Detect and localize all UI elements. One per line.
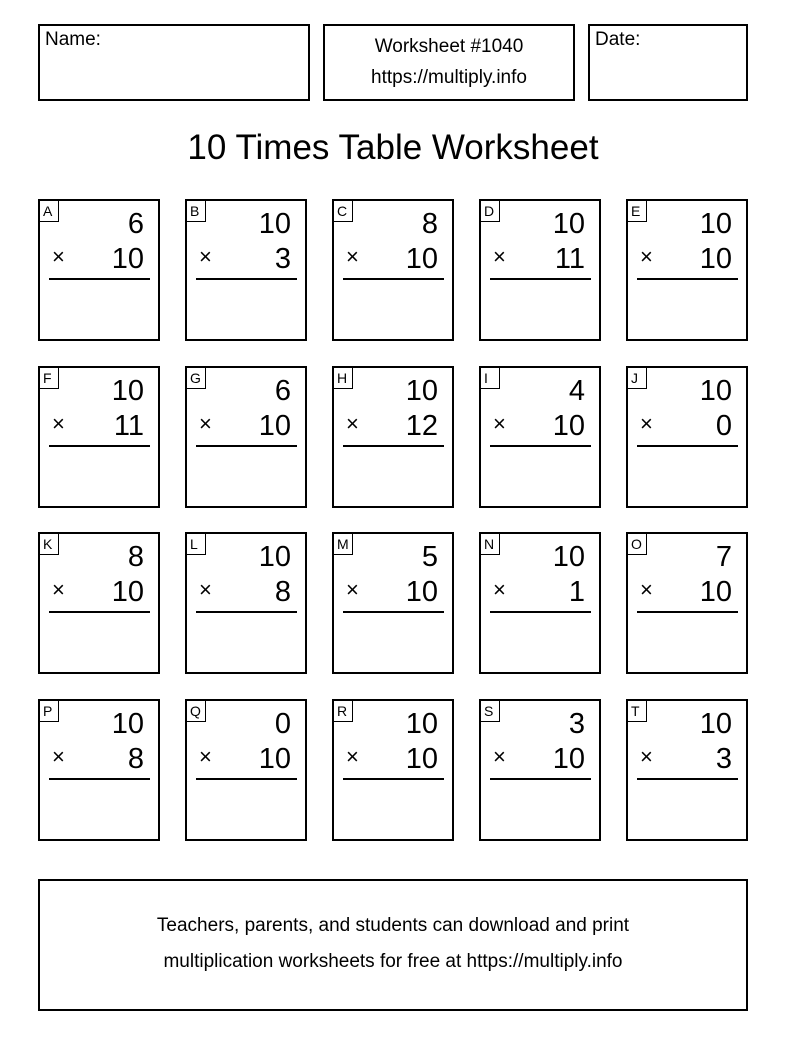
- problem-top-number: 10: [699, 208, 732, 240]
- multiply-sign: ×: [346, 744, 359, 769]
- problem-top-number: 0: [274, 708, 291, 740]
- answer-line: [490, 778, 591, 780]
- problem-top-number: 8: [421, 208, 438, 240]
- multiply-sign: ×: [52, 577, 65, 602]
- problem-letter: N: [481, 534, 500, 555]
- problem-letter: G: [187, 368, 206, 389]
- problem-card[interactable]: [626, 532, 748, 674]
- problem-letter: Q: [187, 701, 206, 722]
- footer-box: [38, 879, 748, 1011]
- worksheet-url: https://multiply.info: [371, 67, 527, 88]
- problem-card[interactable]: [626, 366, 748, 508]
- problem-bottom-number: 8: [127, 743, 144, 775]
- answer-line: [637, 445, 738, 447]
- problem-bottom-number: 10: [111, 576, 144, 608]
- problem-letter: K: [40, 534, 59, 555]
- problem-card[interactable]: [185, 532, 307, 674]
- problem-top-number: 10: [552, 208, 585, 240]
- problem-letter: P: [40, 701, 59, 722]
- problem-top-number: 6: [127, 208, 144, 240]
- problem-card[interactable]: [185, 366, 307, 508]
- problem-letter: L: [187, 534, 206, 555]
- problem-letter: I: [481, 368, 500, 389]
- footer-text-line-2: multiplication worksheets for free at https://multiply.info: [163, 951, 623, 972]
- problem-bottom-number: 11: [554, 243, 585, 275]
- multiply-sign: ×: [52, 744, 65, 769]
- worksheet-number: Worksheet #1040: [374, 36, 524, 57]
- problem-top-number: 10: [405, 708, 438, 740]
- problem-bottom-number: 10: [258, 410, 291, 442]
- problem-letter: J: [628, 368, 647, 389]
- multiply-sign: ×: [346, 577, 359, 602]
- problem-card[interactable]: [185, 699, 307, 841]
- multiply-sign: ×: [493, 744, 506, 769]
- answer-line: [49, 611, 150, 613]
- problem-card[interactable]: [626, 199, 748, 341]
- problem-bottom-number: 10: [552, 743, 585, 775]
- problem-card[interactable]: [332, 532, 454, 674]
- problem-bottom-number: 0: [715, 410, 732, 442]
- problem-bottom-number: 10: [699, 576, 732, 608]
- page-title: 10 Times Table Worksheet: [187, 128, 599, 167]
- problem-card[interactable]: [479, 366, 601, 508]
- multiply-sign: ×: [493, 411, 506, 436]
- problem-bottom-number: 10: [405, 743, 438, 775]
- problem-top-number: 10: [699, 708, 732, 740]
- problem-top-number: 8: [127, 541, 144, 573]
- problem-letter: F: [40, 368, 59, 389]
- multiply-sign: ×: [199, 744, 212, 769]
- problem-top-number: 10: [552, 541, 585, 573]
- answer-line: [343, 611, 444, 613]
- problem-bottom-number: 1: [568, 576, 585, 608]
- answer-line: [637, 778, 738, 780]
- problem-bottom-number: 8: [274, 576, 291, 608]
- problem-bottom-number: 3: [274, 243, 291, 275]
- problem-letter: T: [628, 701, 647, 722]
- problem-top-number: 10: [111, 375, 144, 407]
- problem-card[interactable]: [38, 532, 160, 674]
- problem-letter: M: [334, 534, 353, 555]
- multiply-sign: ×: [493, 577, 506, 602]
- answer-line: [637, 278, 738, 280]
- problem-letter: A: [40, 201, 59, 222]
- problem-letter: O: [628, 534, 647, 555]
- multiply-sign: ×: [52, 411, 65, 436]
- problem-top-number: 10: [699, 375, 732, 407]
- problem-card[interactable]: [38, 199, 160, 341]
- problem-bottom-number: 3: [715, 743, 732, 775]
- answer-line: [196, 278, 297, 280]
- answer-line: [343, 445, 444, 447]
- problem-bottom-number: 10: [258, 743, 291, 775]
- multiply-sign: ×: [346, 244, 359, 269]
- problem-top-number: 7: [715, 541, 732, 573]
- answer-line: [637, 611, 738, 613]
- problem-top-number: 10: [405, 375, 438, 407]
- name-label: Name:: [45, 29, 101, 50]
- problem-letter: E: [628, 201, 647, 222]
- answer-line: [196, 778, 297, 780]
- answer-line: [490, 611, 591, 613]
- problem-card[interactable]: [185, 199, 307, 341]
- problem-top-number: 4: [568, 375, 585, 407]
- answer-line: [196, 611, 297, 613]
- date-label: Date:: [595, 29, 641, 50]
- problem-letter: H: [334, 368, 353, 389]
- multiply-sign: ×: [199, 244, 212, 269]
- multiply-sign: ×: [640, 411, 653, 436]
- answer-line: [196, 445, 297, 447]
- problem-bottom-number: 10: [699, 243, 732, 275]
- problem-top-number: 10: [258, 208, 291, 240]
- problem-bottom-number: 11: [113, 410, 144, 442]
- multiply-sign: ×: [199, 577, 212, 602]
- problem-bottom-number: 10: [405, 243, 438, 275]
- problem-top-number: 10: [111, 708, 144, 740]
- multiply-sign: ×: [640, 577, 653, 602]
- problem-card[interactable]: [479, 199, 601, 341]
- multiply-sign: ×: [640, 744, 653, 769]
- problem-card[interactable]: [332, 699, 454, 841]
- problem-top-number: 5: [421, 541, 438, 573]
- multiply-sign: ×: [52, 244, 65, 269]
- problem-card[interactable]: [332, 366, 454, 508]
- answer-line: [490, 445, 591, 447]
- problem-letter: B: [187, 201, 206, 222]
- problem-top-number: 3: [568, 708, 585, 740]
- problem-card[interactable]: [479, 532, 601, 674]
- multiply-sign: ×: [493, 244, 506, 269]
- multiply-sign: ×: [640, 244, 653, 269]
- problem-bottom-number: 10: [552, 410, 585, 442]
- problem-bottom-number: 12: [405, 410, 438, 442]
- multiply-sign: ×: [346, 411, 359, 436]
- problem-letter: C: [334, 201, 353, 222]
- problem-card[interactable]: [626, 699, 748, 841]
- answer-line: [343, 278, 444, 280]
- problem-letter: D: [481, 201, 500, 222]
- problem-bottom-number: 10: [111, 243, 144, 275]
- answer-line: [343, 778, 444, 780]
- answer-line: [49, 778, 150, 780]
- answer-line: [49, 445, 150, 447]
- problem-bottom-number: 10: [405, 576, 438, 608]
- footer-text-line-1: Teachers, parents, and students can download and print: [156, 915, 630, 936]
- answer-line: [49, 278, 150, 280]
- problem-top-number: 10: [258, 541, 291, 573]
- problem-letter: S: [481, 701, 500, 722]
- problem-card[interactable]: [38, 366, 160, 508]
- problem-card[interactable]: [38, 699, 160, 841]
- problem-top-number: 6: [274, 375, 291, 407]
- problem-letter: R: [334, 701, 353, 722]
- problem-card[interactable]: [479, 699, 601, 841]
- multiply-sign: ×: [199, 411, 212, 436]
- answer-line: [490, 278, 591, 280]
- problem-card[interactable]: [332, 199, 454, 341]
